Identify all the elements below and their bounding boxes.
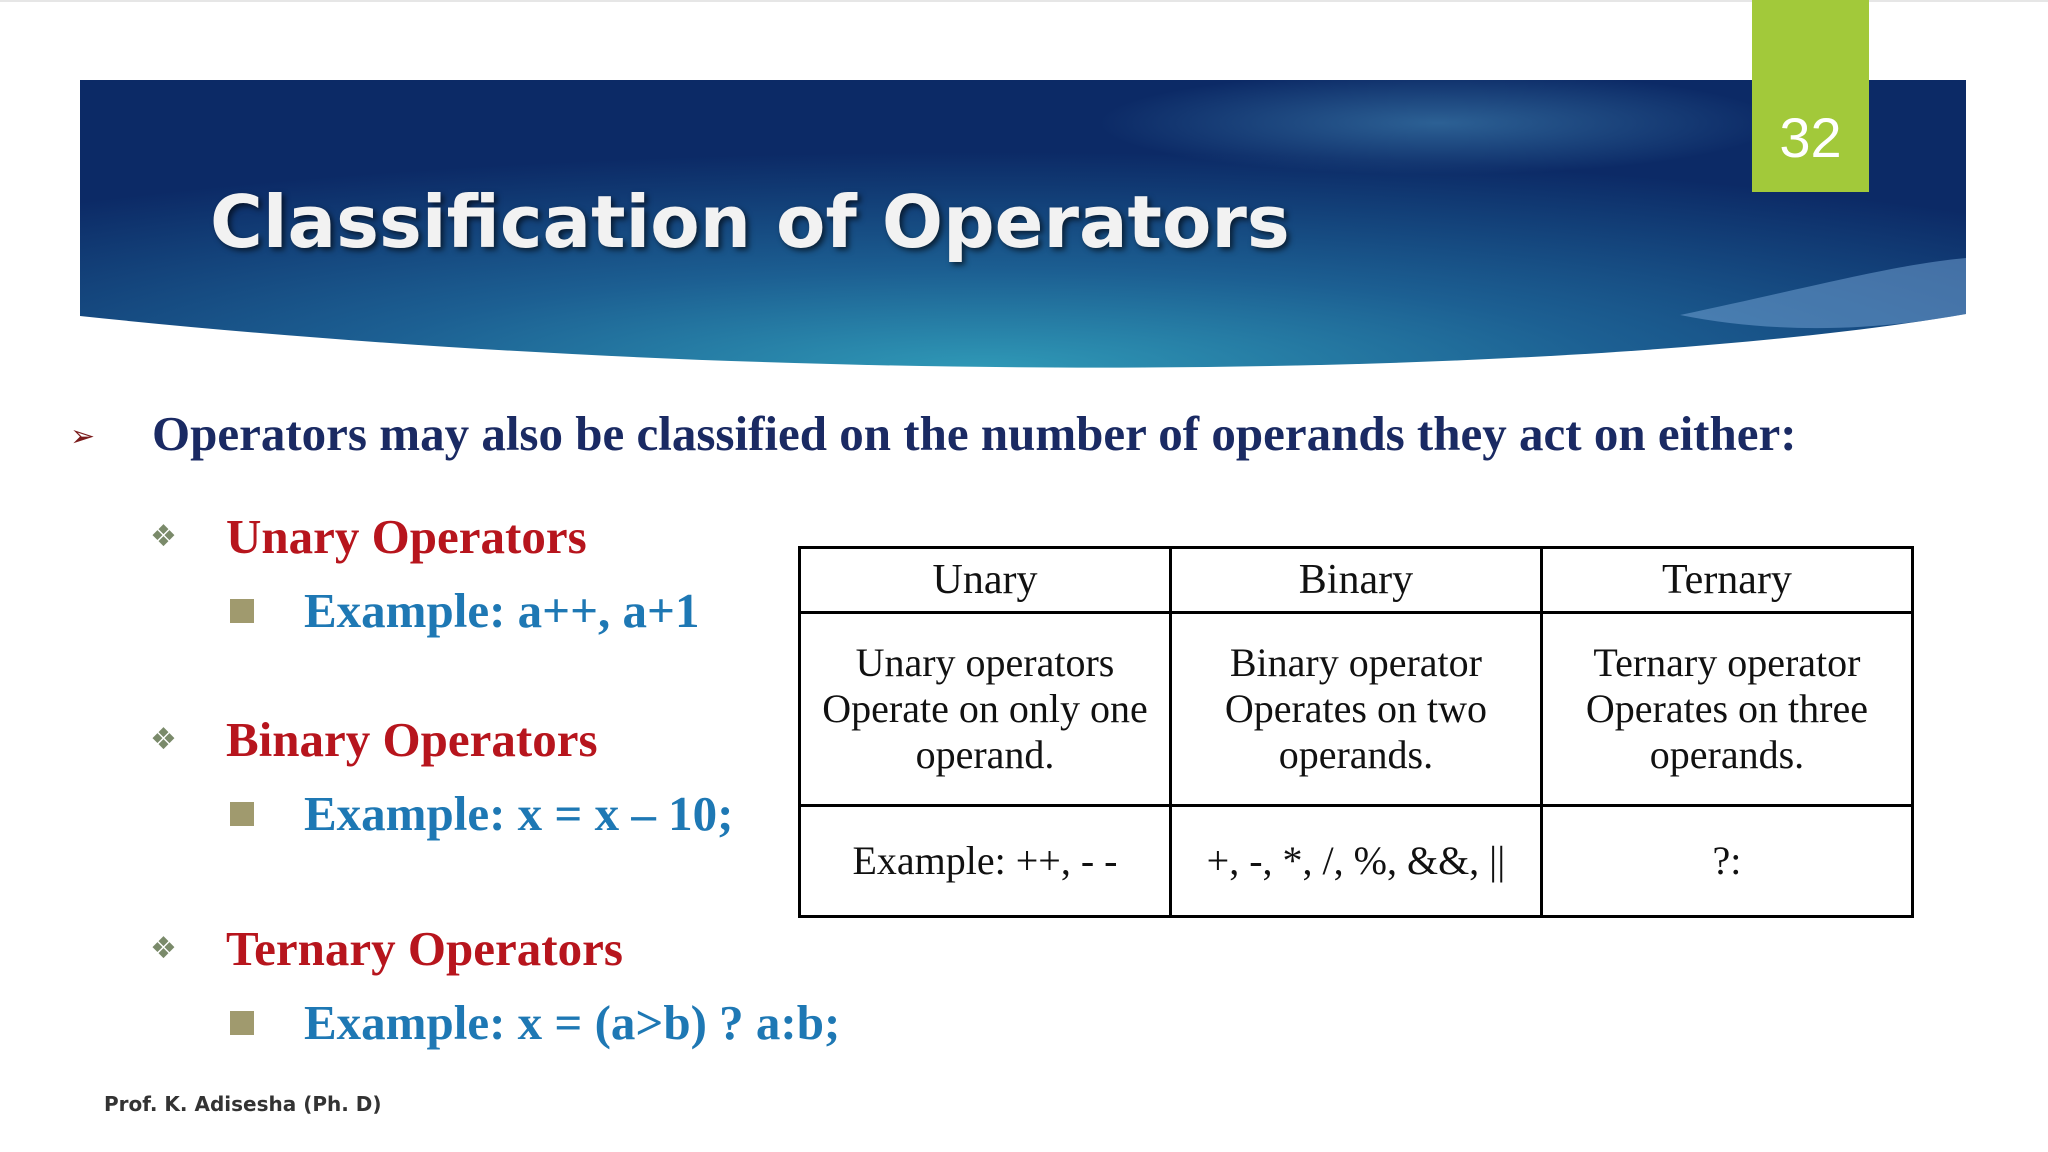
top-border xyxy=(0,0,2048,2)
operator-label: Binary Operators xyxy=(226,712,598,767)
operator-example-unary xyxy=(230,582,699,639)
table-row xyxy=(800,806,1913,917)
operator-heading-ternary xyxy=(150,920,623,977)
table-cell: +, -, *, /, %, &&, || xyxy=(1170,806,1541,917)
example-text: Example: x = x – 10; xyxy=(304,786,734,841)
table-cell: ?: xyxy=(1541,806,1912,917)
cell-text: Operates on three operands. xyxy=(1585,686,1868,777)
slide-number-badge xyxy=(1752,0,1869,192)
square-icon xyxy=(230,1011,254,1035)
example-text: Example: x = (a>b) ? a:b; xyxy=(304,995,841,1050)
operator-label: Ternary Operators xyxy=(226,921,623,976)
footer-author: Prof. K. Adisesha (Ph. D) xyxy=(104,1092,382,1116)
example-text: Example: a++, a+1 xyxy=(304,583,700,638)
cell-title: Binary operator xyxy=(1229,640,1482,685)
arrowhead-icon: ➢ xyxy=(70,419,96,454)
table-cell xyxy=(1170,613,1541,806)
four-diamond-icon: ❖ xyxy=(150,722,177,757)
operator-heading-binary xyxy=(150,711,598,768)
table-header: Unary xyxy=(800,548,1171,613)
operator-label: Unary Operators xyxy=(226,509,587,564)
slide-title: Classification of Operators xyxy=(210,180,1290,264)
table-header: Ternary xyxy=(1541,548,1912,613)
operator-heading-unary xyxy=(150,508,587,565)
table-header-row xyxy=(800,548,1913,613)
operator-example-ternary xyxy=(230,994,840,1051)
main-bullet-text: Operators may also be classified on the number of operands they act on either: xyxy=(152,406,1797,461)
cell-text: Operates on two operands. xyxy=(1224,686,1487,777)
cell-title: Ternary operator xyxy=(1593,640,1861,685)
table-header: Binary xyxy=(1170,548,1541,613)
square-icon xyxy=(230,599,254,623)
main-bullet xyxy=(70,405,1797,462)
operators-table xyxy=(798,546,1914,918)
table-row xyxy=(800,613,1913,806)
operator-example-binary xyxy=(230,785,733,842)
table-cell xyxy=(800,613,1171,806)
slide-number: 32 xyxy=(1779,106,1842,169)
square-icon xyxy=(230,802,254,826)
table-cell: Example: ++, - - xyxy=(800,806,1171,917)
four-diamond-icon: ❖ xyxy=(150,931,177,966)
table-cell xyxy=(1541,613,1912,806)
cell-title: Unary operators xyxy=(855,640,1115,685)
four-diamond-icon: ❖ xyxy=(150,519,177,554)
cell-text: Operate on only one operand. xyxy=(822,686,1148,777)
